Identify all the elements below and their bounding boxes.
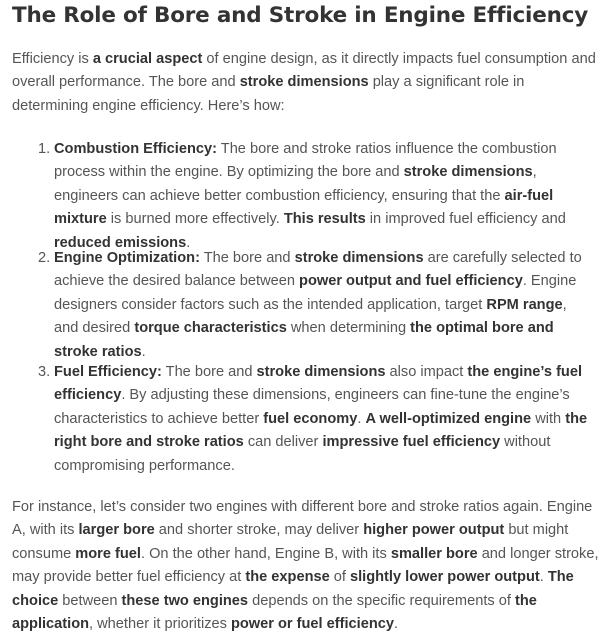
bold-phrase: stroke dimensions [239,74,369,91]
bold-phrase: Combustion Efficiency: [54,141,217,157]
bold-phrase: A well-optimized engine [365,410,532,427]
bold-phrase: the optimal bore and stroke ratios [54,320,554,360]
bold-phrase: The choice [12,569,574,609]
bold-phrase: stroke dimensions [256,364,386,380]
bold-phrase: larger bore [78,522,155,539]
list-item-number: 1. [38,141,51,157]
bold-phrase: RPM range [486,296,563,313]
bold-phrase: reduced emissions [54,234,187,251]
bold-phrase: stroke dimensions [403,164,533,181]
bold-phrase: fuel economy [263,410,358,427]
bold-phrase: stroke dimensions [294,250,424,266]
list-item-text: Combustion Efficiency: The bore and stroke ratios influence the combustion process within the engine. By optimizing the bore and stroke dimensions, engineers can achieve better combustion efficiency, ensuring that the air-fuel mixture is burned more effectively. This results in improved fuel efficiency and reduced emissions. [54,141,566,251]
intro-paragraph: Efficiency is a crucial aspect of engine design, as it directly impacts fuel consumption and overall performance. The bore and stroke dimensions play a significant role in determining engine efficiency. Here’s how: [12,51,596,114]
bold-phrase: the engine’s fuel efficiency [54,364,583,404]
bold-phrase: impressive fuel efficiency [322,434,501,451]
bold-phrase: air-fuel mixture [54,187,554,228]
list-item-text: Fuel Efficiency: The bore and stroke dimensions also impact the engine’s fuel efficiency. By adjusting these dimensions, engineers can fine-tune the engine’s characteristics to achieve better fuel economy. A well-optimized engine with the right bore and stroke ratios can deliver impressive fuel efficiency without compromising performance. [54,364,588,474]
list-item-number: 3. [38,364,51,380]
bold-phrase: smaller bore [390,545,478,562]
bold-phrase: the right bore and stroke ratios [54,410,588,451]
article-title: The Role of Bore and Stroke in Engine Efficiency [12,3,589,28]
bold-phrase: Engine Optimization: [54,250,200,266]
bold-phrase: the application [12,592,537,633]
bold-phrase: Fuel Efficiency: [54,364,162,380]
bold-phrase: the expense [245,569,330,586]
bold-phrase: these two engines [121,592,249,609]
bold-phrase: slightly lower power output [350,569,540,586]
bold-phrase: power or fuel efficiency [230,616,394,633]
list-item-text: Engine Optimization: The bore and stroke dimensions are carefully selected to achieve the desired balance between power output and fuel efficiency. Engine designers consider factors such as the intended application, target RPM range, and desired torque characteristics when determining the optimal bore and stroke ratios. [54,250,582,360]
bold-phrase: torque characteristics [134,320,287,337]
bold-phrase: a crucial aspect [92,51,203,67]
closing-paragraph: For instance, let’s consider two engines with different bore and stroke ratios again. Engine A, with its larger bore and shorter stroke, may deliver higher power output but might consume more fuel. On the other hand, Engine B, with its smaller bore and longer stroke, may provide better fuel efficiency at the expense of slightly lower power output. The choice between these two engines depends on the specific requirements of the application, whether it prioritizes power or fuel efficiency. [12,499,599,633]
bold-phrase: higher power output [363,522,505,539]
bold-phrase: more fuel [75,545,141,562]
list-item-number: 2. [38,250,51,266]
bold-phrase: This results [283,211,366,228]
bold-phrase: power output and fuel efficiency [299,273,523,290]
